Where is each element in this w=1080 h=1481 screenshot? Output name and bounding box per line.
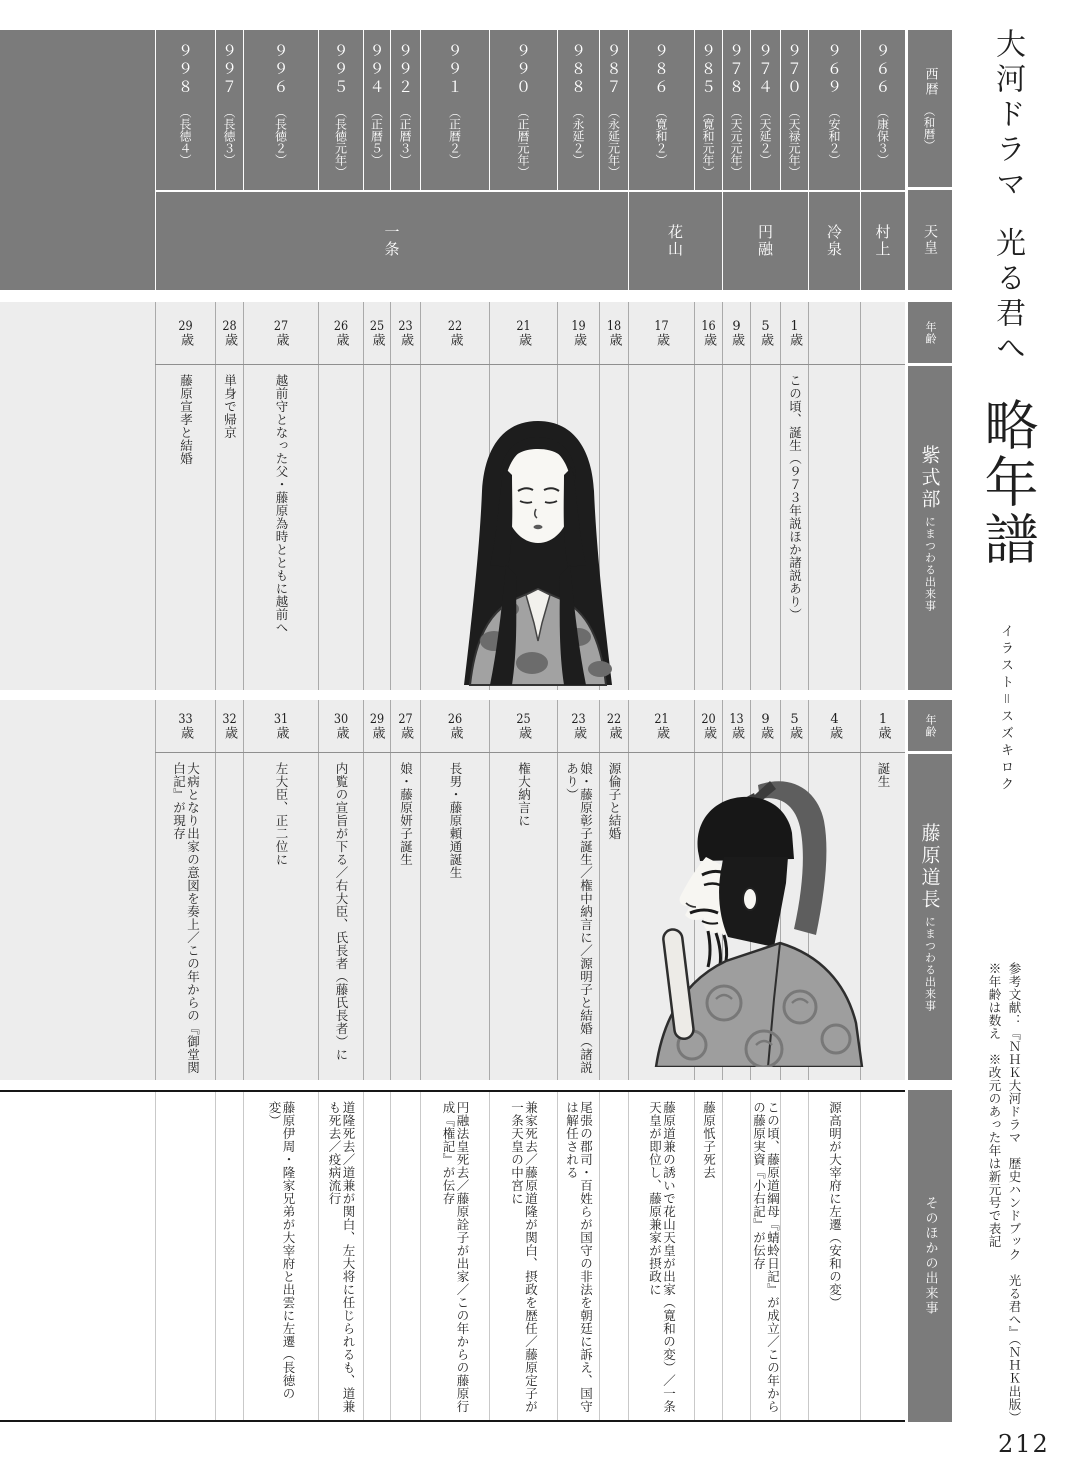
era-label: （正暦２）: [447, 106, 462, 166]
other-event-cell-0: [860, 1092, 905, 1420]
age-number: 31: [273, 713, 289, 726]
other-event-cell-4: [722, 1092, 750, 1420]
year-label: ９７０: [785, 43, 803, 97]
murasaki-event-cell-15: [215, 365, 243, 690]
header-year-label: 西暦: [922, 66, 938, 97]
michinaga-event-cell-5: [694, 753, 722, 1080]
event-text: 藤原宣孝と結婚: [178, 374, 194, 465]
michinaga-age-cell-1: [808, 700, 860, 752]
age-suffix: 歳: [654, 726, 669, 739]
other-event-cell-12: [363, 1092, 390, 1420]
age-number: 29: [369, 713, 385, 726]
michinaga-age-cell-2: [780, 700, 808, 752]
event-text: 単身で帰京: [222, 374, 238, 439]
header-age-murasaki: 年齢: [908, 302, 952, 363]
michinaga-event-cell-0: [860, 753, 905, 1080]
michinaga-age-cell-13: [318, 700, 363, 752]
murasaki-event-cell-4: [722, 365, 750, 690]
murasaki-age-cell-16: [155, 302, 215, 364]
event-text: 道隆死去／道兼が関白、左大将に任じられるも、道兼も死去／疫病流行: [327, 1101, 356, 1413]
other-event-cell-9: [489, 1092, 557, 1420]
michinaga-sub-label: にまつわる出来事: [923, 915, 937, 1012]
murasaki-age-cell-5: [694, 302, 722, 364]
age-number: 21: [654, 713, 669, 726]
title-series: 光る君へ: [990, 227, 1025, 367]
michinaga-age-cell-4: [722, 700, 750, 752]
age-suffix: 歳: [273, 333, 289, 346]
age-suffix: 歳: [447, 333, 463, 346]
year-cell-5: [694, 30, 722, 190]
era-label: （長徳４）: [178, 106, 192, 166]
michinaga-event-cell-11: [390, 753, 420, 1080]
age-suffix: 歳: [333, 333, 349, 346]
murasaki-event-cell-2: [780, 365, 808, 690]
murasaki-age-cell-3: [750, 302, 780, 364]
murasaki-age-cell-1: [808, 302, 860, 364]
michinaga-event-cell-8: [557, 753, 599, 1080]
age-suffix: 歳: [333, 726, 349, 739]
title-drama: 大河ドラマ: [990, 28, 1025, 203]
other-event-cell-1: [808, 1092, 860, 1420]
age-number: 32: [222, 713, 237, 726]
michinaga-event-cell-12: [363, 753, 390, 1080]
year-label: ９７８: [727, 43, 745, 97]
event-text: この頃、誕生（９７３年説ほか諸説あり）: [787, 374, 803, 621]
year-cell-6: [628, 30, 694, 190]
title-main: 略年譜: [976, 397, 1039, 568]
murasaki-age-cell-15: [215, 302, 243, 364]
other-event-cell-7: [599, 1092, 628, 1420]
age-number: 25: [369, 320, 385, 333]
era-label: （長徳３）: [222, 106, 236, 166]
age-number: 20: [701, 713, 716, 726]
murasaki-age-cell-4: [722, 302, 750, 364]
year-cell-10: [420, 30, 489, 190]
age-number: 9: [732, 320, 741, 333]
age-suffix: 歳: [447, 726, 463, 739]
year-cell-15: [215, 30, 243, 190]
year-cell-7: [599, 30, 628, 190]
year-cell-1: [808, 30, 860, 190]
header-other-events: そのほかの出来事: [908, 1090, 952, 1422]
era-label: （天元元年）: [729, 106, 743, 178]
michinaga-event-cell-15: [215, 753, 243, 1080]
year-cell-16: [155, 30, 215, 190]
era-label: （康保３）: [875, 106, 890, 166]
murasaki-event-cell-9: [489, 365, 557, 690]
murasaki-event-cell-3: [750, 365, 780, 690]
age-number: 33: [178, 713, 193, 726]
michinaga-event-cell-9: [489, 753, 557, 1080]
other-event-cell-3: [750, 1092, 780, 1420]
michinaga-age-cell-14: [243, 700, 318, 752]
year-cell-3: [750, 30, 780, 190]
event-text: 円融法皇死去／藤原詮子が出家／この年からの藤原行成『権記』が伝存: [441, 1101, 470, 1413]
age-suffix: 歳: [654, 333, 669, 346]
age-number: 5: [761, 320, 770, 333]
year-label: ９９８: [176, 43, 194, 97]
murasaki-event-cell-10: [420, 365, 489, 690]
event-text: 藤原道兼の誘いで花山天皇が出家（寛和の変）／一条天皇が即位し、藤原兼家が摂政に: [647, 1101, 677, 1413]
age-number: 29: [178, 320, 193, 333]
age-suffix: 歳: [222, 333, 237, 346]
michinaga-age-cell-10: [420, 700, 489, 752]
reference-note: 参考文献：『ＮＨＫ大河ドラマ 歴史ハンドブック 光る君へ』（ＮＨＫ出版）: [1007, 962, 1022, 1424]
year-label: ９８８: [569, 43, 587, 97]
era-label: （正暦３）: [398, 106, 412, 166]
age-suffix: 歳: [516, 333, 531, 346]
age-suffix: 歳: [758, 333, 773, 346]
murasaki-band: [0, 302, 905, 690]
year-cell-8: [557, 30, 599, 190]
era-label: （天禄元年）: [787, 106, 801, 178]
age-number: 4: [830, 713, 839, 726]
era-label: （長徳２）: [273, 106, 288, 166]
murasaki-event-cell-1: [808, 365, 860, 690]
murasaki-sub-label: にまつわる出来事: [923, 515, 937, 612]
year-label: ９９０: [514, 43, 532, 97]
header-year-column: [908, 30, 952, 187]
event-text: 娘・藤原妍子誕生: [398, 762, 414, 866]
age-suffix: 歳: [178, 726, 193, 739]
emperor-name: 村上: [873, 224, 892, 258]
other-event-cell-8: [557, 1092, 599, 1420]
murasaki-event-cell-11: [390, 365, 420, 690]
emperor-cell-4: [155, 192, 628, 290]
era-label: （寛和２）: [654, 106, 668, 166]
emperor-cell-0: [860, 192, 905, 290]
age-number: 13: [729, 713, 744, 726]
year-label: ９８５: [699, 43, 717, 97]
murasaki-age-cell-8: [557, 302, 599, 364]
event-text: 兼家死去／藤原道隆が関白、摂政を歴任／藤原定子が一条天皇の中宮に: [509, 1101, 539, 1413]
year-emperor-band: [0, 30, 905, 290]
age-number: 23: [571, 713, 586, 726]
age-suffix: 歳: [701, 333, 716, 346]
age-suffix: 歳: [178, 333, 193, 346]
era-label: （寛和元年）: [701, 106, 715, 178]
event-text: 誕生: [876, 762, 891, 788]
murasaki-event-cell-13: [318, 365, 363, 690]
michinaga-event-cell-7: [599, 753, 628, 1080]
event-text: 越前守となった父・藤原為時とともに越前へ: [274, 374, 289, 634]
age-suffix: 歳: [571, 726, 586, 739]
age-number: 22: [447, 320, 463, 333]
michinaga-event-cell-1: [808, 753, 860, 1080]
age-suffix: 歳: [222, 726, 237, 739]
era-label: （天延２）: [758, 106, 772, 166]
year-cell-4: [722, 30, 750, 190]
illustrator-credit: イラスト＝スズキロク: [998, 624, 1013, 795]
era-label: （正暦元年）: [516, 106, 530, 178]
age-suffix: 歳: [758, 726, 773, 739]
murasaki-age-cell-0: [860, 302, 905, 364]
era-label: （正暦５）: [369, 106, 384, 166]
age-suffix: 歳: [827, 726, 842, 739]
age-suffix: 歳: [273, 726, 289, 739]
murasaki-event-cell-0: [860, 365, 905, 690]
event-text: 源高明が大宰府に左遷（安和の変）: [827, 1101, 843, 1309]
age-suffix: 歳: [875, 726, 891, 739]
event-text: 藤原忯子死去: [701, 1101, 717, 1179]
michinaga-event-cell-6: [628, 753, 694, 1080]
michinaga-name-label: 藤原道長: [918, 822, 941, 911]
age-number: 28: [222, 320, 237, 333]
age-suffix: 歳: [369, 726, 385, 739]
age-note: ※年齢は数え ※改元のあった年は新元号で表記: [987, 962, 1002, 1248]
page-number: 212: [998, 1430, 1050, 1458]
event-text: この頃、藤原道綱母『蜻蛉日記』が成立／この年からの藤原実資『小右記』が伝存: [751, 1101, 780, 1413]
age-number: 27: [273, 320, 289, 333]
age-number: 5: [790, 713, 799, 726]
michinaga-band: [0, 700, 905, 1080]
age-suffix: 歳: [369, 333, 385, 346]
year-cell-14: [243, 30, 318, 190]
michinaga-age-cell-12: [363, 700, 390, 752]
age-suffix: 歳: [516, 726, 531, 739]
murasaki-age-cell-7: [599, 302, 628, 364]
age-suffix: 歳: [571, 333, 586, 346]
other-event-cell-6: [628, 1092, 694, 1420]
year-label: ９６９: [825, 43, 843, 97]
michinaga-age-cell-9: [489, 700, 557, 752]
michinaga-age-cell-8: [557, 700, 599, 752]
age-suffix: 歳: [398, 726, 413, 739]
age-suffix: 歳: [787, 333, 802, 346]
age-number: 1: [790, 320, 799, 333]
event-text: 内覧の宣旨が下る／右大臣、氏長者（藤氏長者）に: [334, 762, 349, 1061]
year-label: ９６６: [873, 43, 892, 97]
other-event-cell-10: [420, 1092, 489, 1420]
michinaga-event-cell-13: [318, 753, 363, 1080]
age-number: 19: [571, 320, 586, 333]
michinaga-age-row: [155, 700, 905, 752]
event-text: 藤原伊周・隆家兄弟が大宰府と出雲に左遷（長徳の変）: [267, 1101, 296, 1400]
murasaki-age-cell-13: [318, 302, 363, 364]
event-text: 尾張の郡司・百姓らが国守の非法を朝廷に訴え、国守は解任される: [564, 1101, 594, 1413]
age-number: 30: [333, 713, 349, 726]
age-suffix: 歳: [729, 333, 744, 346]
age-suffix: 歳: [701, 726, 716, 739]
murasaki-event-cell-16: [155, 365, 215, 690]
era-label: （永延元年）: [606, 106, 621, 178]
other-event-row: [155, 1092, 905, 1420]
event-text: 大病となり出家の意図を奏上／この年からの『御堂関白記』が現存: [171, 762, 201, 1074]
year-row: [155, 30, 905, 190]
murasaki-event-row: [155, 364, 905, 690]
murasaki-age-row: [155, 302, 905, 364]
header-emperor: 天皇: [908, 190, 952, 290]
age-suffix: 歳: [729, 726, 744, 739]
year-cell-9: [489, 30, 557, 190]
emperor-name: 一条: [382, 224, 401, 258]
other-event-cell-14: [243, 1092, 318, 1420]
murasaki-age-cell-2: [780, 302, 808, 364]
other-events-band: [0, 1090, 905, 1422]
michinaga-event-cell-3: [750, 753, 780, 1080]
emperor-row: [155, 190, 905, 290]
emperor-cell-3: [628, 192, 722, 290]
murasaki-event-cell-6: [628, 365, 694, 690]
michinaga-age-cell-11: [390, 700, 420, 752]
year-label: ９９４: [367, 43, 386, 97]
event-text: 長男・藤原頼通誕生: [448, 762, 463, 879]
other-event-cell-16: [155, 1092, 215, 1420]
michinaga-age-cell-3: [750, 700, 780, 752]
murasaki-age-cell-11: [390, 302, 420, 364]
age-number: 23: [398, 320, 413, 333]
age-number: 1: [878, 713, 888, 726]
age-number: 21: [516, 320, 531, 333]
michinaga-event-cell-10: [420, 753, 489, 1080]
murasaki-age-cell-14: [243, 302, 318, 364]
murasaki-event-cell-7: [599, 365, 628, 690]
age-suffix: 歳: [606, 333, 622, 346]
age-number: 18: [606, 320, 622, 333]
age-number: 26: [333, 320, 349, 333]
age-number: 16: [701, 320, 716, 333]
emperor-name: 円融: [756, 224, 774, 258]
murasaki-age-cell-9: [489, 302, 557, 364]
year-label: ９８７: [604, 43, 623, 97]
era-label: （安和２）: [827, 106, 841, 166]
emperor-name: 冷泉: [825, 224, 843, 258]
michinaga-event-cell-16: [155, 753, 215, 1080]
age-number: 27: [398, 713, 413, 726]
header-murasaki-events: [908, 366, 952, 690]
michinaga-age-cell-15: [215, 700, 243, 752]
year-label: ９９６: [271, 43, 290, 97]
age-number: 17: [654, 320, 669, 333]
footnotes: [982, 962, 1024, 1434]
header-age-michinaga: 年齢: [908, 700, 952, 751]
emperor-cell-2: [722, 192, 808, 290]
murasaki-age-cell-12: [363, 302, 390, 364]
age-number: 25: [516, 713, 531, 726]
year-cell-11: [390, 30, 420, 190]
michinaga-age-cell-16: [155, 700, 215, 752]
year-label: ９９１: [445, 43, 464, 97]
era-label: （長徳元年）: [333, 106, 348, 178]
year-cell-2: [780, 30, 808, 190]
michinaga-event-cell-2: [780, 753, 808, 1080]
year-cell-0: [860, 30, 905, 190]
michinaga-age-cell-5: [694, 700, 722, 752]
event-text: 左大臣、正二位に: [274, 762, 289, 866]
year-label: ９７４: [756, 43, 774, 97]
age-number: 22: [606, 713, 622, 726]
year-label: ９９７: [220, 43, 238, 97]
page-title: [976, 28, 1046, 648]
murasaki-event-cell-14: [243, 365, 318, 690]
age-suffix: 歳: [787, 726, 802, 739]
murasaki-event-cell-8: [557, 365, 599, 690]
murasaki-event-cell-5: [694, 365, 722, 690]
age-suffix: 歳: [606, 726, 622, 739]
year-cell-12: [363, 30, 390, 190]
murasaki-event-cell-12: [363, 365, 390, 690]
michinaga-event-row: [155, 752, 905, 1080]
year-cell-13: [318, 30, 363, 190]
michinaga-age-cell-0: [860, 700, 905, 752]
header-michinaga-events: [908, 754, 952, 1080]
michinaga-age-cell-6: [628, 700, 694, 752]
age-number: 9: [761, 713, 770, 726]
year-label: ９８６: [652, 43, 670, 97]
emperor-cell-1: [808, 192, 860, 290]
michinaga-event-cell-4: [722, 753, 750, 1080]
event-text: 権大納言に: [516, 762, 532, 827]
michinaga-age-cell-7: [599, 700, 628, 752]
other-event-cell-11: [390, 1092, 420, 1420]
other-event-cell-13: [318, 1092, 363, 1420]
year-label: ９９５: [331, 43, 350, 97]
age-suffix: 歳: [398, 333, 413, 346]
murasaki-age-cell-6: [628, 302, 694, 364]
header-era-label: （和暦）: [922, 104, 937, 151]
michinaga-event-cell-14: [243, 753, 318, 1080]
event-text: 娘・藤原彰子誕生／権中納言に／源明子と結婚（諸説あり）: [564, 762, 594, 1074]
murasaki-name-label: 紫式部: [918, 444, 941, 511]
era-label: （永延２）: [571, 106, 585, 166]
other-event-cell-5: [694, 1092, 722, 1420]
emperor-name: 花山: [666, 224, 684, 258]
other-event-cell-2: [780, 1092, 808, 1420]
event-text: 源倫子と結婚: [607, 762, 622, 840]
year-label: ９９２: [396, 43, 414, 97]
murasaki-age-cell-10: [420, 302, 489, 364]
other-event-cell-15: [215, 1092, 243, 1420]
age-number: 26: [447, 713, 463, 726]
